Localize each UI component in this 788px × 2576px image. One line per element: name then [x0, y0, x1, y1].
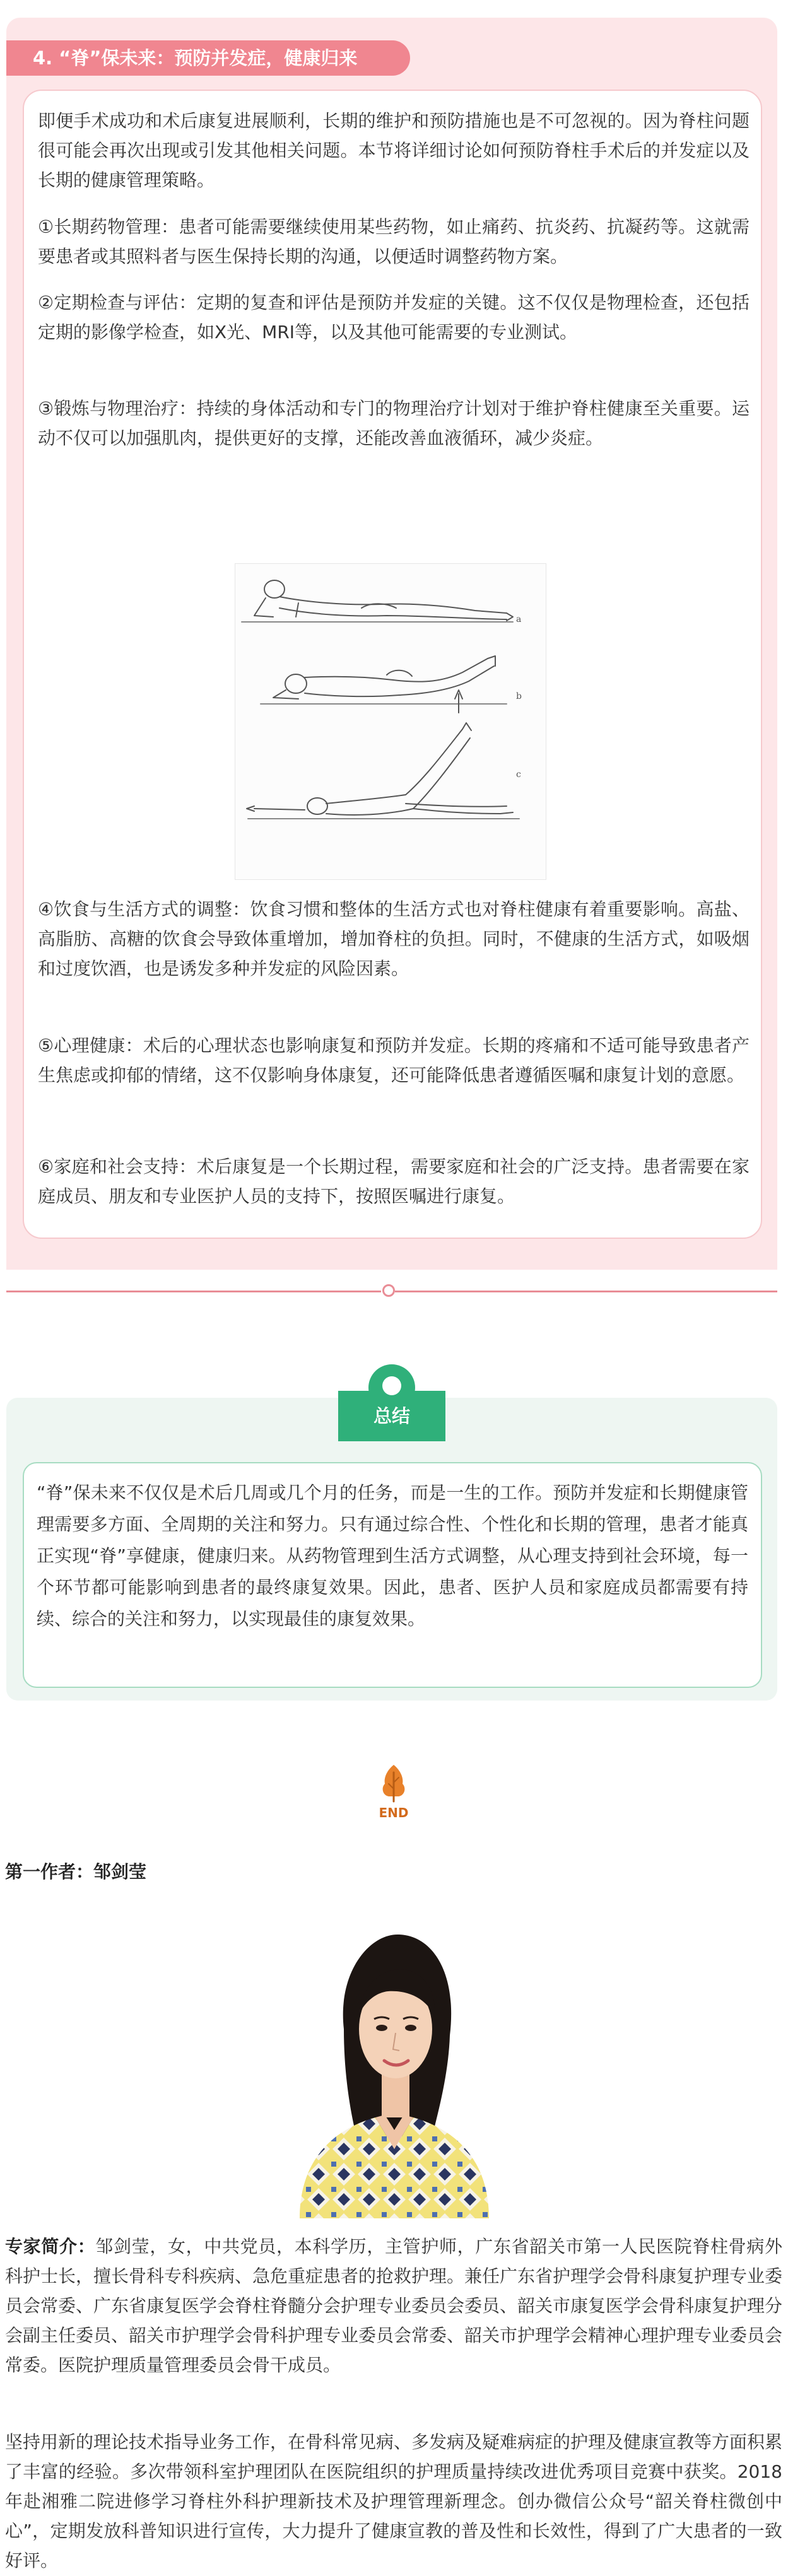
figure-label-b: b — [516, 691, 522, 701]
figure-a-drawing — [242, 580, 513, 622]
paragraph-family-support: ⑥家庭和社会支持：术后康复是一个长期过程，需要家庭和社会的广泛支持。患者需要在家庭成员、朋友和专业医护人员的支持下，按照医嘱进行康复。 — [38, 1156, 750, 1207]
paragraph-mental-health: ⑤心理健康：术后的心理状态也影响康复和预防并发症。长期的疼痛和不适可能导致患者产生焦虑或抑郁的情绪，这不仅影响身体康复，还可能降低患者遵循医嘱和康复计划的意愿。 — [38, 1035, 750, 1086]
summary-text: “脊”保未来不仅仅是术后几周或几个月的任务，而是一生的工作。预防并发症和长期健康管理需要多方面、全周期的关注和努力。只有通过综合性、个性化和长期的管理，患者才能真正实现“脊”享健康，健康归来。从药物管理到生活方式调整，从心理支持到社会环境，每一个环节都可能影响到患者的最终康复效果。因此，患者、医护人员和家庭成员都需要有持续、综合的关注和努力，以实现最佳的康复效果。 — [37, 1482, 748, 1629]
author-heading: 第一作者：邹剑莹 — [5, 1861, 147, 1882]
exercise-figure-svg — [235, 564, 546, 879]
paragraph-intro: 即便手术成功和术后康复进展顺利，长期的维护和预防措施也是不可忽视的。因为脊柱问题很可能会再次出现或引发其他相关问题。本节将详细讨论如何预防脊柱手术后的并发症以及长期的健康管理策略。 — [38, 110, 750, 190]
author-bio-1 — [5, 2232, 782, 2380]
bio-text-1: 邹剑莹，女，中共党员，本科学历，主管护师，广东省韶关市第一人民医院脊柱骨病外科护士长，擅长骨科专科疾病、急危重症患者的抢救护理。兼任广东省护理学会骨科康复护理专业委员会常委、广东省康复医学会脊柱脊髓分会护理专业委员会委员、韶关市康复医学会骨科康复护理分会副主任委员、韶关市护理学会骨科护理专业委员会常委、韶关市护理学会精神心理护理专业委员会常委。医院护理质量管理委员会骨干成员。 — [5, 2236, 783, 2375]
figure-label-c: c — [516, 770, 521, 780]
divider-circle — [382, 1284, 395, 1297]
figure-label-a: a — [516, 614, 522, 624]
author-portrait-svg — [281, 1909, 507, 2218]
summary-tab: 总结 — [338, 1391, 445, 1441]
paragraph-exercise: ③锻炼与物理治疗：持续的身体活动和专门的物理治疗计划对于维护脊柱健康至关重要。运动不仅可以加强肌肉，提供更好的支撑，还能改善血液循环，减少炎症。 — [38, 398, 750, 448]
paragraph-checkup: ②定期检查与评估：定期的复查和评估是预防并发症的关键。这不仅仅是物理检查，还包括定期的影像学检查，如X光、MRI等，以及其他可能需要的专业测试。 — [38, 292, 750, 342]
divider-left — [6, 1291, 381, 1292]
figure-c-drawing — [247, 690, 519, 819]
summary-tab-hole — [382, 1376, 401, 1395]
author-bio-2: 坚持用新的理论技术指导业务工作，在骨科常见病、多发病及疑难病症的护理及健康宣教等方面积累了丰富的经验。多次带领科室护理团队在医院组织的护理质量持续改进优秀项目竞赛中获奖。2018年赴湘雅二院进修学习脊柱外科护理新技术及护理管理新理念。创办微信公众号“韶关脊柱微创中心”，定期发放科普知识进行宣传，大力提升了健康宣教的普及性和长效性，得到了广大患者的一致好评。 — [5, 2432, 783, 2571]
author-photo — [281, 1909, 507, 2218]
bio-label: 专家简介： — [5, 2236, 96, 2257]
paragraph-medication: ①长期药物管理：患者可能需要继续使用某些药物，如止痛药、抗炎药、抗凝药等。这就需要患者或其照料者与医生保持长期的沟通，以便适时调整药物方案。 — [38, 216, 750, 267]
figure-b-drawing — [261, 656, 507, 704]
end-label: END — [379, 1805, 409, 1820]
tree-icon — [381, 1764, 406, 1804]
paragraph-diet: ④饮食与生活方式的调整：饮食习惯和整体的生活方式也对脊柱健康有着重要影响。高盐、高脂肪、高糖的饮食会导致体重增加，增加脊柱的负担。同时，不健康的生活方式，如吸烟和过度饮酒，也是诱发多种并发症的风险因素。 — [38, 899, 750, 979]
exercise-illustration — [235, 563, 546, 880]
section-4-title: 4. “脊”保未来：预防并发症，健康归来 — [6, 40, 410, 76]
divider-right — [395, 1291, 777, 1292]
